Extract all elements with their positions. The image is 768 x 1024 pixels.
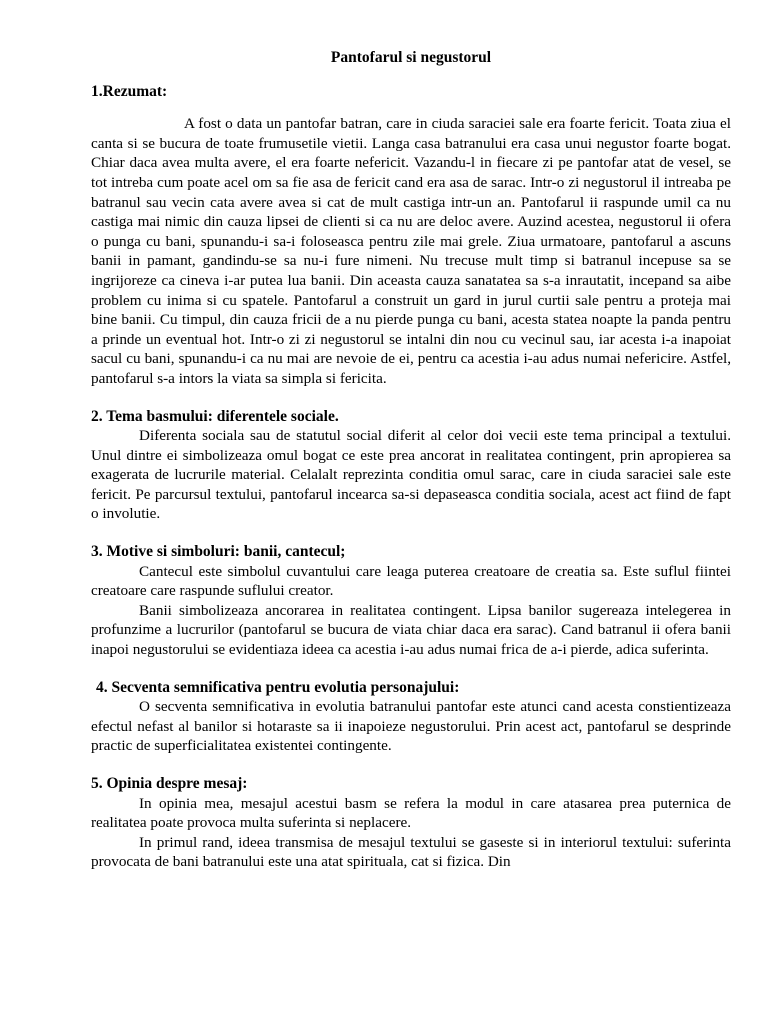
section-gap	[91, 524, 731, 542]
document-page	[91, 48, 731, 872]
opinia-paragraph-2: In primul rand, ideea transmisa de mesajul textului se gaseste si in interiorul textului: suferinta provocata de bani batranului este una atat spirituala, cat si fizica. Din	[91, 833, 731, 871]
section-gap	[91, 660, 731, 678]
rezumat-paragraph: A fost o data un pantofar batran, care in ciuda saraciei sale era foarte fericit. Toata ziua el canta si se bucura de toate frumusetile vietii. Langa casa batranului era casa unui negustor foarte bogat. Chiar daca avea multa avere, el era foarte nefericit. Vazandu-l in fiecare zi pe pantofar atat de vesel, se tot intreba cum poate acel om sa fie asa de fericit cand era asa de sarac. Intr-o zi negustorul il intreaba pe batranul sau vecin cata avere avea si cat de mult castiga intr-un an. Pantofarul ii raspunde umil ca nu castiga mai nimic din cauza lipsei de clienti si ca nu are deloc avere. Auzind acestea, negustorul ii ofera o punga cu bani, spunandu-i sa-i foloseasca pentru zile mai grele. Ziua urmatoare, pantofarul a ascuns banii in pamant, gandindu-se sa nu-i fure nimeni. Nu trecuse mult timp si batranul incepuse sa se ingrijoreze ca cineva i-ar putea lua banii. Din aceasta cauza sanatatea sa s-a inrautatit, incepand sa aibe problem cu inima si cu spatele. Pantofarul a construit un gard in jurul curtii sale pentru a proteja mai bine banii. Cu timpul, din cauza fricii de a nu pierde punga cu bani, acesta statea noapte la panda pentru a prinde un eventual hot. Intr-o zi zi negustorul se intalni din nou cu vecinul sau, iar acesta i-a inapoiat sacul cu bani, spunandu-i ca nu mai are nevoie de ei, pentru ca acestia i-au adus numai nefericire. Astfel, pantofarul s-a intors la viata sa simpla si fericita.	[91, 115, 731, 387]
tema-paragraph: Diferenta sociala sau de statutul social diferit al celor doi vecii este tema principal a textului. Unul dintre ei simbolizeaza omul bogat ce este prea ancorat in realitatea contingent, prin apropierea sa exagerata de lucrurile material. Celalalt reprezinta conditia omul sarac, care in ciuda saraciei sale este fericit. Pe parcursul textului, pantofarul incearca sa-si depaseasca conditia sociala, acest act fiind de fapt o involutie.	[91, 427, 731, 523]
section-heading-motive: 3. Motive si simboluri: banii, cantecul;	[91, 543, 346, 561]
section-gap	[91, 756, 731, 774]
motive-paragraph-cantec: Cantecul este simbolul cuvantului care leaga puterea creatoare de creatia sa. Este suflul fiintei creatoare care raspunde suflului creator.	[91, 562, 731, 600]
section-heading-opinia: 5. Opinia despre mesaj:	[91, 775, 248, 792]
secventa-paragraph: O secventa semnificativa in evolutia batranului pantofar este atunci cand acesta constientizeaza efectul nefast al banilor si hotaraste sa ii inapoieze negustorului. Prin acest act, pantofarul se desprinde practic de superficialitatea existentei contingente.	[91, 698, 731, 755]
motive-paragraph-bani: Banii simbolizeaza ancorarea in realitatea contingent. Lipsa banilor sugereaza intelegerea in profunzime a lucrurilor (pantofarul se bucura de viata chiar daca era sarac). Cand batranul ii ofera banii inapoi negustorului se evidentiaza ideea ca acestia i-au adus numai frica de a-i pierde, adica suferinta.	[91, 601, 731, 659]
section-heading-tema: 2. Tema basmului: diferentele sociale.	[91, 407, 339, 425]
section-heading-rezumat: 1.Rezumat:	[91, 82, 168, 100]
section-gap	[91, 389, 731, 407]
opinia-paragraph-1: In opinia mea, mesajul acestui basm se refera la modul in care atasarea prea puternica de realitatea poate provoca multa suferinta si neplacere.	[91, 794, 731, 832]
section-heading-secventa: 4. Secventa semnificativa pentru evolutia personajului:	[96, 678, 460, 696]
document-title: Pantofarul si negustorul	[330, 49, 492, 66]
